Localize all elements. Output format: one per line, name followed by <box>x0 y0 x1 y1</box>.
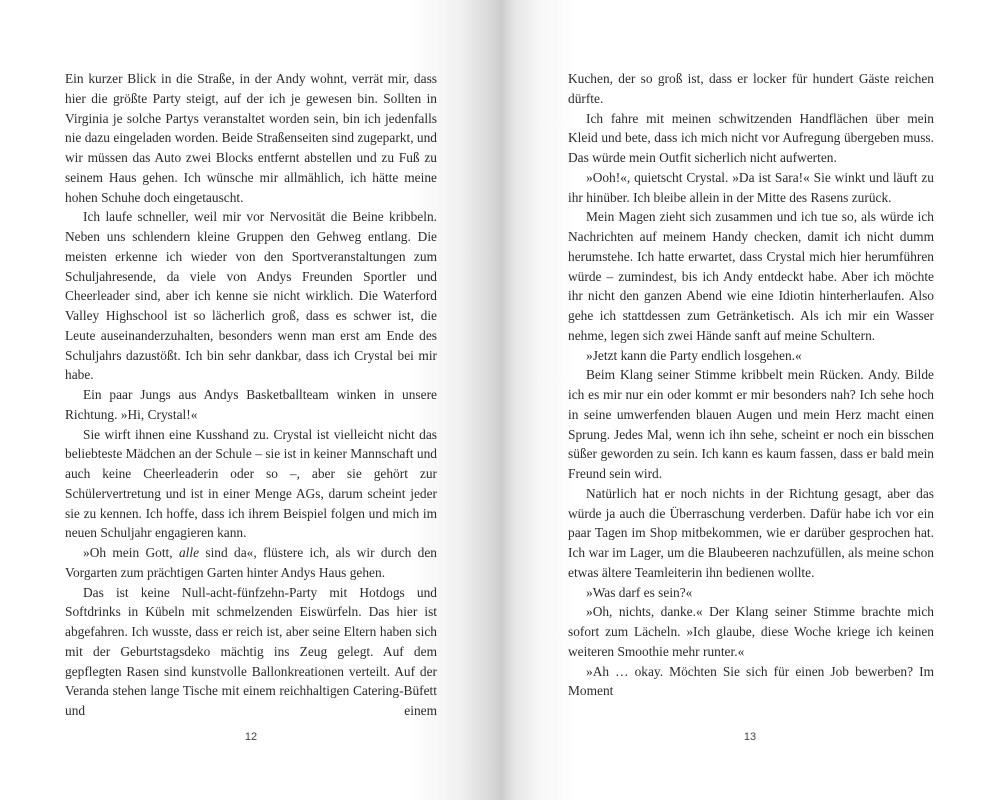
paragraph: »Was darf es sein?« <box>586 584 693 600</box>
paragraph: Ein kurzer Blick in die Straße, in der Andy wohnt, verrät mir, dass hier die größte Party steigt, auf der ich je gewesen bin. Sollten in Virginia je solche Partys veranstaltet worden sein, bin ich jedenfalls nie dazu eingeladen worden. Beide Straßenseiten sind zugeparkt, und wir müssen das Auto zwei Blocks entfernt abstellen und zu Fuß zu seinem Haus gehen. Ich wünsche mir allmählich, ich hätte meine hohen Schuhe doch eingetauscht. <box>65 71 437 205</box>
paragraph: Das ist keine Null-acht-fünfzehn-Party mit Hotdogs und Softdrinks in Kübeln mit schmelzenden Eiswürfeln. Das hier ist abgefahren. Ich wusste, dass er reich ist, aber seine Eltern haben sich mit der Geburtstagsdeko mächtig ins Zeug gelegt. Auf dem gepflegten Rasen sind kunstvolle Ballonkreationen verteilt. Auf der Veranda stehen lange Tische mit einem reichhaltigen Catering-Büfett und einem <box>65 584 437 718</box>
paragraph: »Ooh!«, quietscht Crystal. »Da ist Sara!« Sie winkt und läuft zu ihr hinüber. Ich bleibe allein in der Mitte des Rasens zurück. <box>568 169 934 205</box>
paragraph: »Jetzt kann die Party endlich losgehen.« <box>586 347 802 363</box>
paragraph: Ein paar Jungs aus Andys Basketballteam winken in unsere Richtung. »Hi, Crystal!« <box>65 387 437 422</box>
page-number: 13 <box>743 731 757 743</box>
paragraph: Sie wirft ihnen eine Kusshand zu. Crystal ist vielleicht nicht das beliebteste Mädchen an der Schule – sie ist in keiner Mannschaft und auch keine Cheerleaderin oder so –, aber sie gehört zur Schülervertretung und ist in einer Menge AGs, darum scheint jeder sie zu kennen. Ich hoffe, dass ich ihrem Beispiel folgen und mich im neuen Schuljahr engagieren kann. <box>65 426 437 541</box>
paragraph: Kuchen, der so groß ist, dass er locker für hundert Gäste reichen dürfte. <box>568 71 934 106</box>
paragraph: Mein Magen zieht sich zusammen und ich tue so, als würde ich Nachrichten auf meinem Handy checken, damit ich nicht dumm herumstehe. Ich hatte erwartet, dass Crystal mich hier herumführen würde – zumindest, bis ich Andy entdeckt habe. Aber ich möchte ihr nicht den ganzen Abend wie eine Idiotin hinterherlaufen. Also gehe ich stattdessen zum Getränketisch. Als ich mir ein Wasser nehme, legen sich zwei Hände sanft auf meine Schultern. <box>568 209 934 343</box>
page-number: 12 <box>244 731 258 743</box>
paragraph: Natürlich hat er noch nichts in der Richtung gesagt, aber das würde ja auch die Überraschung verderben. Dafür habe ich vor ein paar Tagen im Shop mitbekommen, wie er darüber gesprochen hat. Ich war im Lager, um die Blaubeeren nachzufüllen, als meine schon etwas ältere Teamleiterin ihn bedienen wollte. <box>568 485 934 580</box>
italic-text: alle <box>178 545 200 560</box>
text-span: »Oh mein Gott, <box>83 545 179 560</box>
paragraph: »Oh, nichts, danke.« Der Klang seiner Stimme brachte mich sofort zum Lächeln. »Ich glaube, diese Woche kriege ich keinen weiteren Smoothie mehr runter.« <box>568 604 934 659</box>
right-page <box>500 0 1000 800</box>
paragraph: Ich laufe schneller, weil mir vor Nervosität die Beine kribbeln. Neben uns schlendern kleine Gruppen den Gehweg entlang. Die meisten erkenne ich wieder von den Sportveranstaltungen zum Schuljahresende, da viele von Andys Freunden Sportler und Cheerleader sind, aber ich kenne sie nicht wirklich. Die Waterford Valley Highschool ist so lächerlich groß, dass es schwer ist, die Leute auseinanderzuhalten, besonders wenn man erst am Ende des Schuljahrs dazustößt. Ich bin sehr dankbar, dass ich Crystal bei mir habe. <box>65 209 437 383</box>
text-span: sind da«, flüstere ich, als wir durch den Vorgarten zum prächtigen Garten hinter Andys Haus gehen. <box>65 545 437 580</box>
paragraph: Ich fahre mit meinen schwitzenden Handflächen über mein Kleid und bete, dass ich mich nicht vor Aufregung übergeben muss. Das würde mein Outfit sicherlich nicht aufwerten. <box>568 110 934 165</box>
right-page-text <box>568 69 934 701</box>
paragraph: Beim Klang seiner Stimme kribbelt mein Rücken. Andy. Bilde ich es mir nur ein oder kommt er mir besonders nah? Ich sehe hoch in seine umwerfenden blauen Augen und mein Herz macht einen Sprung. Jedes Mal, wenn ich ihn sehe, scheint er noch ein bisschen süßer geworden zu sein. Ich kann es kaum fassen, dass er bald mein Freund sein wird. <box>568 367 934 481</box>
paragraph: »Ah … okay. Möchten Sie sich für einen Job bewerben? Im Moment <box>568 663 934 699</box>
paragraph <box>65 543 437 583</box>
left-page-text <box>65 69 437 721</box>
